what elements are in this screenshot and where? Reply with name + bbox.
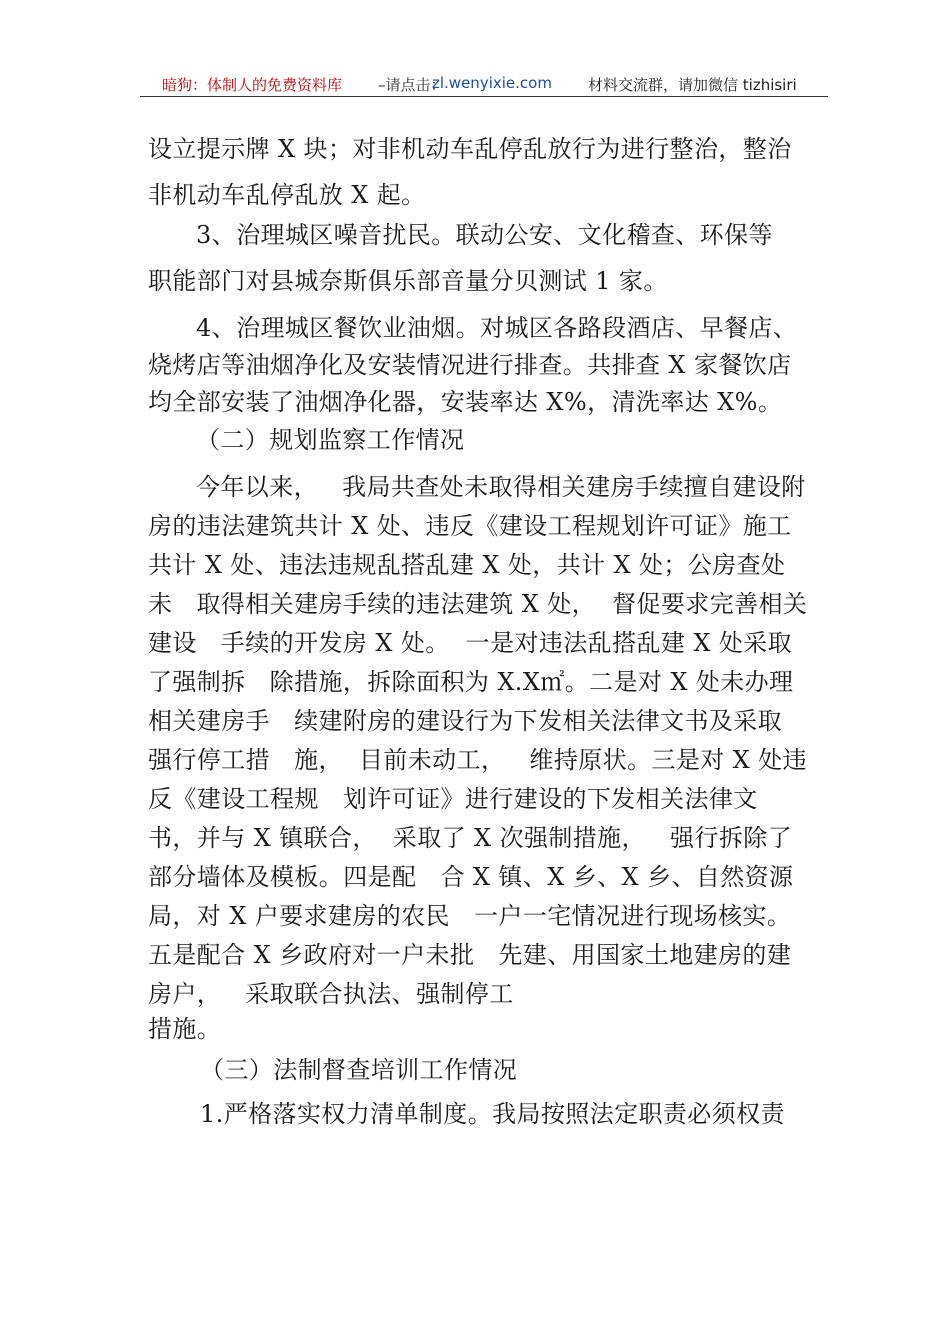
section-heading: （二）规划监察工作情况	[196, 426, 465, 454]
text-line: 强行停工措 施， 目前未动工， 维持原状。三是对 X 处违	[148, 746, 807, 774]
text-line: 建设 手续的开发房 X 处。 一是对违法乱搭乱建 X 处采取	[148, 629, 793, 657]
text-line: 未 取得相关建房手续的违法建筑 X 处， 督促要求完善相关	[148, 590, 808, 618]
text-line: 房户， 采取联合执法、强制停工	[148, 980, 514, 1008]
text-line: 措施。	[148, 1015, 222, 1043]
text-line: 1.严格落实权力清单制度。我局按照法定职责必须权责	[200, 1100, 785, 1128]
text-line: 3、治理城区噪音扰民。联动公安、文化稽查、环保等	[196, 221, 773, 249]
header-brand-text: 暗狗：体制人的免费资料库	[162, 76, 343, 94]
text-line: 均全部安装了油烟净化器，安装率达 X%，清洗率达 X%。	[148, 388, 783, 416]
text-line: 五是配合 X 乡政府对一户未批 先建、用国家土地建房的建	[148, 941, 792, 969]
text-line: 职能部门对县城奈斯俱乐部音量分贝测试 1 家。	[148, 267, 668, 295]
text-line: 房的违法建筑共计 X 处、违反《建设工程规划许可证》施工	[148, 512, 792, 540]
text-line: 烧烤店等油烟净化及安装情况进行排查。共排查 X 家餐饮店	[148, 351, 792, 379]
text-line: 非机动车乱停乱放 X 起。	[148, 181, 426, 209]
page-header	[140, 74, 828, 97]
section-heading: （三）法制督查培训工作情况	[200, 1056, 518, 1084]
text-line: 共计 X 处、违法违规乱搭乱建 X 处，共计 X 处；公房查处	[148, 551, 786, 579]
header-wechat-text: 材料交流群，请加微信 tizhisiri	[588, 76, 797, 94]
text-line: 4、治理城区餐饮业油烟。对城区各路段酒店、早餐店、	[196, 314, 798, 342]
text-line: 相关建房手 续建附房的建设行为下发相关法律文书及采取	[148, 707, 783, 735]
text-line: 设立提示牌 X 块；对非机动车乱停乱放行为进行整治，整治	[148, 135, 792, 163]
text-line: 局，对 X 户要求建房的农民 一户一宅情况进行现场核实。	[148, 902, 792, 930]
text-line: 部分墙体及模板。四是配 合 X 镇、X 乡、X 乡、自然资源	[148, 863, 794, 891]
text-line: 反《建设工程规 划许可证》进行建设的下发相关法律文	[148, 785, 758, 813]
text-line: 了强制拆 除措施，拆除面积为 X.X㎡。二是对 X 处未办理	[148, 668, 794, 696]
text-line: 书，并与 X 镇联合， 采取了 X 次强制措施， 强行拆除了	[148, 824, 793, 852]
text-line: 今年以来， 我局共查处未取得相关建房手续擅自建设附	[196, 473, 806, 501]
header-url-link[interactable]: zl.wenyixie.com	[432, 74, 552, 92]
header-prompt-text: –请点击：	[378, 76, 446, 94]
